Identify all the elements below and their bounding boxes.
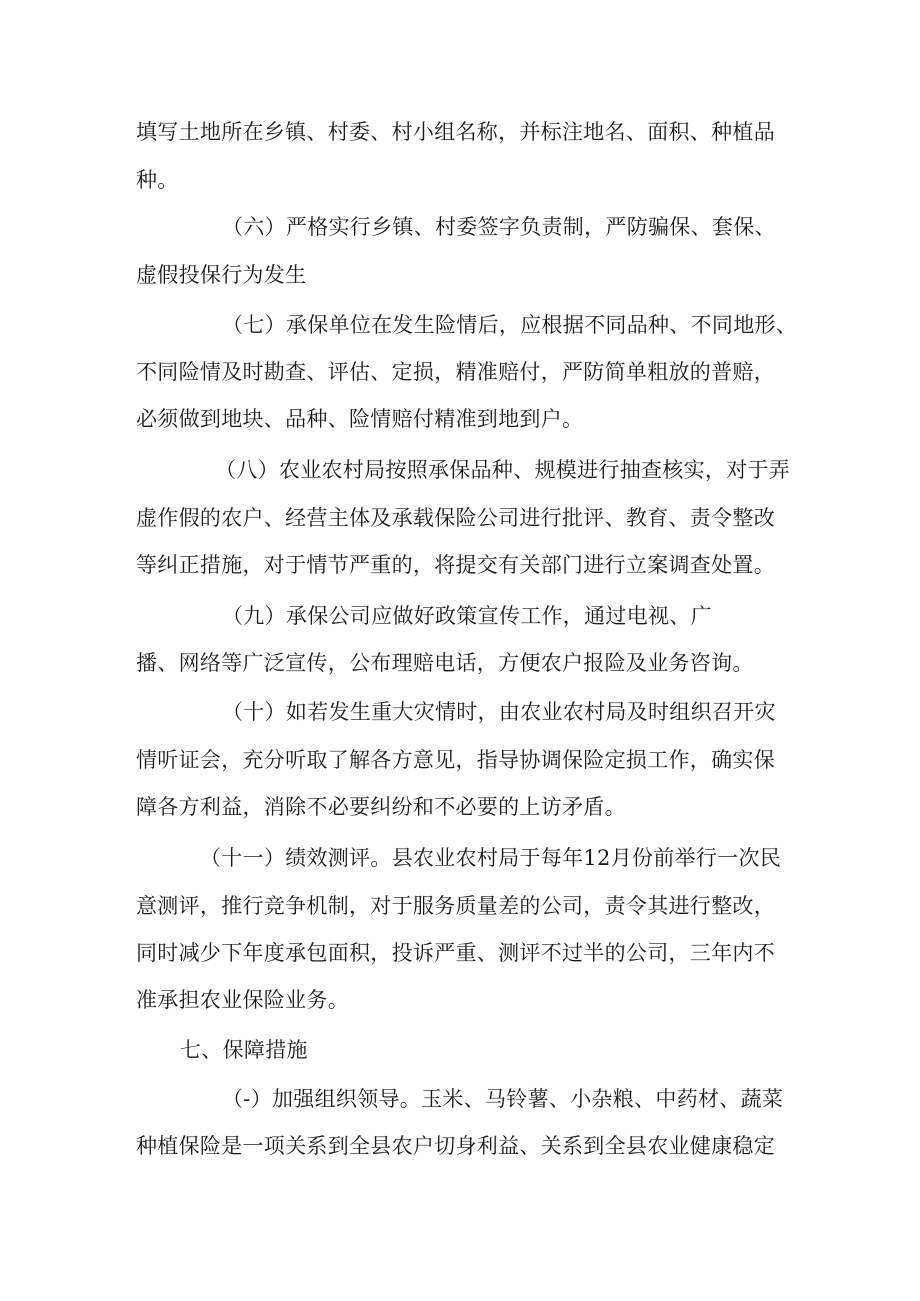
text-line-2: 种。 <box>136 168 179 192</box>
text-line-7: 必须做到地块、品种、险情赔付精准到地到户。 <box>136 407 584 431</box>
text-line-11: （九）承保公司应做好政策宣传工作，通过电视、广 <box>222 604 712 628</box>
text-line-10: 等纠正措施，对于情节严重的，将提交有关部门进行立案调查处置。 <box>136 553 775 577</box>
text-line-9: 虚作假的农户、经营主体及承载保险公司进行批评、教育、责令整改 <box>136 506 775 530</box>
text-line-12: 播、网络等广泛宣传，公布理赔电话，方便农户报险及业务咨询。 <box>136 651 754 675</box>
text-line-13: （十）如若发生重大灾情时，由农业农村局及时组织召开灾 <box>222 700 776 724</box>
text-line-8: （八）农业农村局按照承保品种、规模进行抽查核实，对于弄 <box>215 458 791 482</box>
text-line-17: 意测评，推行竞争机制，对于服务质量差的公司，责令其进行整改， <box>136 894 775 918</box>
text-line-22: 种植保险是一项关系到全县农户切身利益、关系到全县农业健康稳定 <box>136 1134 775 1158</box>
text-line-18: 同时减少下年度承包面积，投诉严重、测评不过半的公司，三年内不 <box>136 941 775 965</box>
text-line-19: 准承担农业保险业务。 <box>136 988 349 1012</box>
text-line-6: 不同险情及时勘查、评估、定损，精准赔付，严防简单粗放的普赔， <box>136 360 775 384</box>
text-line-1: 填写土地所在乡镇、村委、村小组名称，并标注地名、面积、种植品 <box>136 120 775 144</box>
text-line-16: （十一）绩效测评。县农业农村局于每年12月份前举行一次民 <box>200 846 782 870</box>
text-line-5: （七）承保单位在发生险情后，应根据不同品种、不同地形、 <box>222 313 798 337</box>
text-line-15: 障各方利益，消除不必要纠纷和不必要的上访矛盾。 <box>136 795 626 819</box>
text-line-3: （六）严格实行乡镇、村委签字负责制，严防骗保、套保、 <box>222 215 776 239</box>
text-line-14: 情听证会，充分听取了解各方意见，指导协调保险定损工作，确实保 <box>136 748 775 772</box>
text-line-4: 虚假投保行为发生 <box>136 263 307 287</box>
text-line-21: （-）加强组织领导。玉米、马铃薯、小杂粮、中药材、蔬菜 <box>222 1087 784 1111</box>
section-heading: 七、保障措施 <box>180 1038 308 1062</box>
